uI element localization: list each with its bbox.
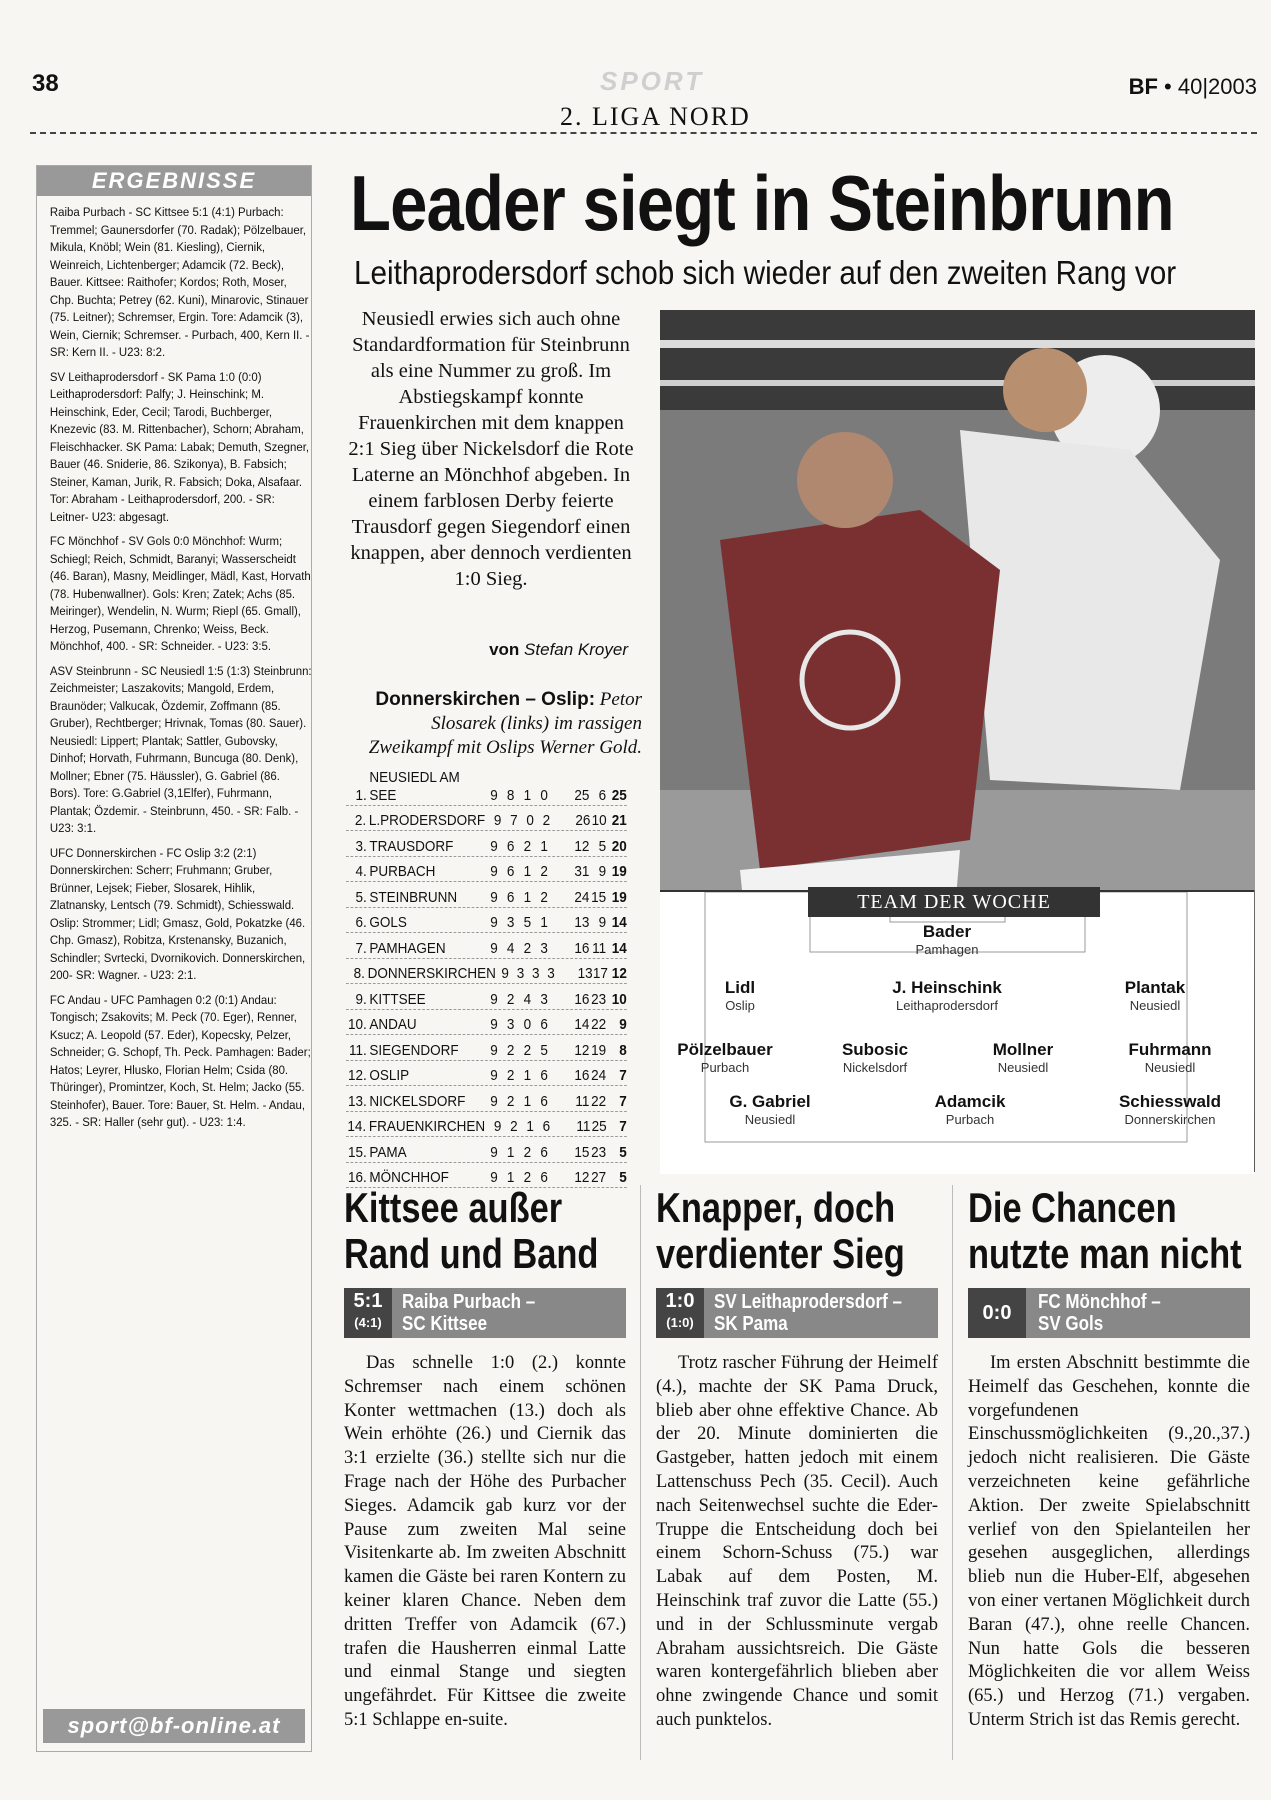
table-cell: 9 xyxy=(490,837,498,855)
table-cell: 14 xyxy=(574,1016,590,1033)
table-cell: 5 xyxy=(619,1169,627,1186)
table-cell: 8 xyxy=(506,786,515,804)
table-cell: 7 xyxy=(510,812,518,829)
table-cell: 1 xyxy=(540,837,548,855)
table-cell: 22 xyxy=(591,1092,607,1110)
table-cell: 12 xyxy=(574,1169,590,1186)
table-cell: 2 xyxy=(523,939,532,957)
table-cell: 25 xyxy=(574,786,590,804)
table-cell: 2 xyxy=(523,1169,532,1186)
table-cell: 17 xyxy=(592,965,608,982)
issue-info xyxy=(1129,74,1257,100)
table-team: PURBACH xyxy=(369,863,436,880)
table-team: OSLIP xyxy=(369,1067,410,1084)
caption-text: Petor Slosarek (links) im rassigen Zweikampf mit Oslips Werner Gold. xyxy=(368,689,642,758)
table-cell: 5 xyxy=(619,1143,627,1161)
table-cell: 1 xyxy=(540,914,548,931)
table-cell: 9 xyxy=(490,863,498,880)
table-cell: 9 xyxy=(490,1092,498,1110)
table-cell: 1 xyxy=(526,1118,534,1135)
player-card: Plantak Neusiedl xyxy=(1124,978,1186,1013)
score-box: 1:0 (1:0) xyxy=(656,1288,704,1338)
table-cell: 23 xyxy=(591,1143,607,1161)
table-cell: 7 xyxy=(619,1118,627,1135)
section-title: SPORT xyxy=(600,66,705,96)
table-cell: 6 xyxy=(506,888,515,906)
table-cell: 6 xyxy=(506,837,515,855)
article-headline: Die Chancen nutzte man nicht xyxy=(968,1184,1242,1277)
byline-prefix: von xyxy=(489,640,520,659)
table-cell: 13. xyxy=(347,1092,367,1110)
table-team: L.PRODERSDORF xyxy=(368,812,486,829)
table-cell: 9 xyxy=(490,939,498,957)
table-cell: 14. xyxy=(347,1118,367,1135)
results-list xyxy=(37,196,319,1132)
table-cell: 12. xyxy=(347,1067,367,1084)
article-headline: Kittsee außer Rand und Band xyxy=(344,1184,599,1277)
table-cell: 3 xyxy=(516,965,525,982)
table-cell: 20 xyxy=(611,837,627,855)
table-cell: 9 xyxy=(490,1169,498,1186)
table-cell: 9 xyxy=(493,812,502,829)
table-team: FRAUENKIRCHEN xyxy=(368,1118,486,1135)
table-cell: 6 xyxy=(598,786,607,804)
photo-caption xyxy=(346,688,642,760)
table-cell: 12 xyxy=(574,837,590,855)
table-team: NEUSIEDL AM SEE xyxy=(369,768,460,804)
table-row xyxy=(346,1010,627,1036)
table-cell: 16 xyxy=(574,939,590,957)
table-cell: 12 xyxy=(574,1041,590,1059)
table-cell: 5 xyxy=(523,914,532,931)
result-entry: UFC Donnerskirchen - FC Oslip 3:2 (2:1) Donnerskirchen: Scherr; Fruhmann; Gruber, Brünner, Lejsek; Fieber, Slosarek, Hihlik, Zlatnansky, Lentsch (79. Schmidt), Schiesswald. Oslip: Strommer; Lidl; Gmasz, Gold, Pokatzke (46. Chp. Gmasz), Robitza, Krstenansky, Buzanich, Schindler; Svrtecki, Dvornikovich. Donnerskirchen, 200- SR: Wagner. - U23: 2:1. xyxy=(49,845,306,982)
table-team: GOLS xyxy=(369,914,407,931)
results-box xyxy=(36,165,312,1752)
column-divider xyxy=(640,1185,641,1760)
table-cell: 6 xyxy=(542,1118,551,1135)
table-row xyxy=(346,857,627,883)
table-cell: 3 xyxy=(506,914,515,931)
table-cell: 13 xyxy=(577,965,593,982)
table-row xyxy=(346,984,627,1010)
table-cell: 3 xyxy=(531,965,540,982)
table-cell: 9 xyxy=(619,1016,627,1033)
table-cell: 0 xyxy=(526,812,534,829)
table-cell: 16. xyxy=(347,1169,367,1186)
table-cell: 1 xyxy=(523,863,532,880)
table-cell: 3 xyxy=(540,990,548,1008)
table-cell: 2 xyxy=(542,812,551,829)
player-card: Schiesswald Donnerskirchen xyxy=(1118,1092,1222,1127)
table-team: PAMHAGEN xyxy=(369,939,446,957)
league-table xyxy=(346,768,628,1188)
table-row xyxy=(346,1061,627,1087)
table-row xyxy=(346,933,627,959)
table-row xyxy=(346,768,627,806)
score-bar xyxy=(344,1288,626,1338)
score-box: 5:1 (4:1) xyxy=(344,1288,392,1338)
main-headline: Leader siegt in Steinbrunn xyxy=(350,159,1174,247)
table-row xyxy=(346,806,627,832)
table-team: DONNERSKIRCHEN xyxy=(367,965,496,982)
score-bar xyxy=(968,1288,1250,1338)
bullet: • xyxy=(1164,74,1172,99)
team-der-woche-box xyxy=(660,890,1254,1174)
table-cell: 24 xyxy=(591,1067,607,1084)
article-headline: Knapper, doch verdienter Sieg xyxy=(656,1184,905,1277)
table-cell: 21 xyxy=(611,812,627,829)
table-row xyxy=(346,1137,627,1163)
result-entry: SV Leithaprodersdorf - SK Pama 1:0 (0:0) Leithaprodersdorf: Palfy; J. Heinschink; M. Heinschink, Eder, Cecil; Tarodi, Buchberger, Knezevic (83. M. Rittenbacher), Schorn; Abraham, Fleischhacker. SK Pama: Labak; Demuth, Szegner, Bauer (46. Sniderie, 86. Szikonya), B. Fabsich; Steiner, Kaman, Jurik, R. Fabsich; Doka, Alsafaar. Tor: Abraham - Leithaprodersdorf, 200. - SR: Leitner- U23: abgesagt. xyxy=(49,369,310,524)
table-cell: 5. xyxy=(355,888,367,906)
table-cell: 25 xyxy=(611,786,627,804)
table-cell: 2 xyxy=(523,837,532,855)
table-cell: 16 xyxy=(574,1067,590,1084)
table-cell: 11 xyxy=(592,939,607,957)
table-cell: 15 xyxy=(591,888,607,906)
table-cell: 9 xyxy=(493,1118,502,1135)
table-cell: 2 xyxy=(506,1067,515,1084)
player-card: J. Heinschink Leithaprodersdorf xyxy=(892,978,1002,1013)
table-cell: 4 xyxy=(523,990,532,1008)
table-cell: 11 xyxy=(575,1092,590,1110)
table-team: TRAUSDORF xyxy=(369,837,454,855)
table-cell: 0 xyxy=(523,1016,532,1033)
table-cell: 1 xyxy=(523,1092,532,1110)
player-card: Subosic Nickelsdorf xyxy=(841,1040,909,1075)
table-team: NICKELSDORF xyxy=(369,1092,466,1110)
table-cell: 9 xyxy=(501,965,509,982)
table-cell: 22 xyxy=(591,1016,607,1033)
score-teams: FC Mönchhof – SV Gols xyxy=(1038,1291,1161,1335)
table-cell: 6. xyxy=(355,914,367,931)
table-cell: 11. xyxy=(348,1041,367,1059)
table-cell: 1 xyxy=(523,1067,532,1084)
table-cell: 2 xyxy=(506,1041,515,1059)
league-title: 2. LIGA NORD xyxy=(560,102,751,131)
table-cell: 6 xyxy=(540,1143,548,1161)
player-card: Mollner Neusiedl xyxy=(992,1040,1054,1075)
results-title: ERGEBNISSE xyxy=(37,166,311,196)
table-cell: 7 xyxy=(619,1092,627,1110)
table-cell: 19 xyxy=(611,863,627,880)
table-row xyxy=(346,1035,627,1061)
table-cell: 1 xyxy=(506,1169,515,1186)
score-teams: Raiba Purbach – SC Kittsee xyxy=(402,1291,536,1335)
table-cell: 5 xyxy=(540,1041,548,1059)
table-team: KITTSEE xyxy=(369,990,426,1008)
player-card: Bader Pamhagen xyxy=(915,922,979,957)
team-der-woche-title: TEAM DER WOCHE xyxy=(808,887,1100,917)
table-cell: 2 xyxy=(540,863,548,880)
player-card: Pölzelbauer Purbach xyxy=(677,1040,773,1075)
table-cell: 0 xyxy=(540,786,548,804)
table-cell: 27 xyxy=(591,1169,607,1186)
lead-paragraph: Neusiedl erwies sich auch ohne Standardformation für Steinbrunn als eine Nummer zu groß. Im Abstiegskampf konnte Frauenkirchen mit dem knappen 2:1 Sieg über Nickelsdorf die Rote Laterne an Mönchhof abgeben. In einem farblosen Derby feierte Trausdorf gegen Siegendorf einen knappen, aber dennoch verdienten 1:0 Sieg. xyxy=(348,308,634,590)
table-cell: 6 xyxy=(506,863,515,880)
table-team: STEINBRUNN xyxy=(369,888,458,906)
byline-author: Stefan Kroyer xyxy=(524,640,628,659)
table-cell: 6 xyxy=(540,1092,548,1110)
table-cell: 2 xyxy=(523,1143,532,1161)
sub-headline: Leithaprodersdorf schob sich wieder auf den zweiten Rang vor xyxy=(354,254,1177,291)
table-cell: 9 xyxy=(490,1143,498,1161)
table-cell: 9 xyxy=(490,786,498,804)
player-card: Lidl Oslip xyxy=(724,978,756,1013)
table-cell: 1 xyxy=(523,888,532,906)
table-cell: 14 xyxy=(611,939,627,957)
table-cell: 1 xyxy=(506,1143,515,1161)
table-cell: 6 xyxy=(540,1016,548,1033)
paper-name: BF xyxy=(1128,74,1158,99)
result-entry: ASV Steinbrunn - SC Neusiedl 1:5 (1:3) Steinbrunn: Zeichmeister; Laszakovits; Mangold, Erdem, Braunöder; Valkucak, Özdemir, Zoffmann (85. Gruber), Rechtberger; Hrivnak, Tomas (80. Sauer). Neusiedl: Lippert; Plantak; Sattler, Gubovsky, Dinhof; Horvath, Fuhrmann, Buncuga (80. Denk), Mollner; Ebner (75. Häussler), G. Gabriel (86. Bors). Tore: G.Gabriel (3,1Elfer), Fuhrmann, Plantak; Özdemir. - Steinbrunn, 450. - SR: Falb. - U23: 3:1. xyxy=(49,663,312,835)
table-cell: 3. xyxy=(355,837,367,855)
table-cell: 8. xyxy=(353,965,365,982)
table-cell: 3 xyxy=(506,1016,515,1033)
table-cell: 3 xyxy=(547,965,555,982)
result-entry: FC Mönchhof - SV Gols 0:0 Mönchhof: Wurm; Schiegl; Reich, Schmidt, Baranyi; Wasserscheidt (46. Baran), Masny, Meidlinger, Mädl, Kast, Horvath (78. Hubenwallner). Gols: Kren; Zatek; Achs (85. Meiringer), Wendelin, N. Wurm; Riepl (65. Gmall), Herzog, Pusemann, Chrenko; Weiss, Beck. Mönchhof, 400. - SR: Schneider. - U23: 3:5. xyxy=(49,534,311,653)
caption-bold: Donnerskirchen – Oslip: xyxy=(375,689,596,710)
table-cell: 9 xyxy=(490,1067,498,1084)
table-team: MÖNCHHOF xyxy=(369,1169,449,1186)
table-cell: 2. xyxy=(354,812,367,829)
table-row xyxy=(346,959,627,985)
table-cell: 1 xyxy=(523,786,532,804)
table-cell: 4. xyxy=(355,863,367,880)
email-link[interactable]: sport@bf-online.at xyxy=(43,1709,305,1743)
table-cell: 10 xyxy=(611,990,627,1008)
table-cell: 7 xyxy=(619,1067,627,1084)
table-cell: 9 xyxy=(490,888,498,906)
article-text: Im ersten Abschnitt bestimmte die Heimelf das Geschehen, konnte die vorgefundenen Einschussmöglichkeiten (9.,20.,37.) jedoch nicht realisieren. Die Gäste verzeichneten keine gefährliche Aktion. Der zweite Spielabschnitt verlief von den Spielanteilen her gesehen ausgeglichen, allerdings blieb nun die Huber-Elf, abgesehen von einer vertanen Möglichkeit durch Baran (47.), ohne reelle Chancen. Nun hatte Gols die besseren Möglichkeiten die vor allem Weiss (65.) und Herzog (71.) vergaben. Unterm Strich ist das Remis gerecht. xyxy=(968,1353,1250,1730)
player-card: Fuhrmann Neusiedl xyxy=(1128,1040,1212,1075)
table-cell: 12 xyxy=(611,965,627,982)
table-cell: 9 xyxy=(598,914,607,931)
table-cell: 9. xyxy=(355,990,367,1008)
table-cell: 15. xyxy=(347,1143,367,1161)
table-cell: 19 xyxy=(591,1041,607,1059)
table-team: SIEGENDORF xyxy=(369,1041,459,1059)
player-card: G. Gabriel Neusiedl xyxy=(729,1092,811,1127)
table-cell: 5 xyxy=(598,837,607,855)
table-cell: 24 xyxy=(574,888,590,906)
table-cell: 4 xyxy=(506,939,515,957)
table-cell: 9 xyxy=(490,914,498,931)
table-cell: 9 xyxy=(598,863,607,880)
article-text: Trotz rascher Führung der Heimelf (4.), machte der SK Pama Druck, blieb aber ohne effektive Chance. Ab der 20. Minute dominierten die Gastgeber, hatten jedoch mit einem Lattenschuss Pech (35. Cecil). Auch nach Seitenwechsel suchte die Eder-Truppe die Entscheidung doch bei einem Schorn-Schuss (75.) war Labak auf dem Posten, M. Heinschink traf zuvor die Latte (55.) und in der Schlussminute vergab Abraham aussichtsreich. Die Gäste waren kontergefährlich blieben aber ohne zwingende Chance und somit auch punktelos. xyxy=(656,1353,938,1730)
table-cell: 19 xyxy=(611,888,627,906)
table-cell: 15 xyxy=(574,1143,590,1161)
score-box: 0:0 xyxy=(968,1288,1026,1338)
table-cell: 2 xyxy=(506,990,515,1008)
result-entry: Raiba Purbach - SC Kittsee 5:1 (4:1) Purbach: Tremmel; Gaunersdorfer (70. Radak); Pölzelbauer, Mikula, Knöbl; Wein (81. Kiesling), Ciernik, Weinreich, Lichtenberger; Adamcik (72. Beck), Bauer. Kittsee: Raithofer; Kordos; Roth, Moser, Chp. Buchta; Petrey (62. Kuni), Minarovic, Stinauer (75. Leitner); Schremser, Ergin. Tore: Adamcik (3), Wein, Ciernik; Schremser. - Purbach, 400, Kern II. - SR: Kern II. - U23: 8:2. xyxy=(49,205,310,359)
table-cell: 14 xyxy=(611,914,627,931)
table-cell: 9 xyxy=(490,1041,498,1059)
table-cell: 10 xyxy=(591,812,607,829)
page-number: 38 xyxy=(32,70,59,97)
table-cell: 16 xyxy=(574,990,590,1008)
table-team: ANDAU xyxy=(369,1016,417,1033)
header-divider xyxy=(30,132,1257,134)
table-row xyxy=(346,831,627,857)
table-row xyxy=(346,1086,627,1112)
column-divider xyxy=(952,1185,953,1760)
byline xyxy=(346,640,636,660)
table-cell: 1. xyxy=(355,786,367,804)
table-cell: 2 xyxy=(523,1041,532,1059)
table-cell: 25 xyxy=(591,1118,607,1135)
table-cell: 7. xyxy=(355,939,367,957)
score-bar xyxy=(656,1288,938,1338)
table-row xyxy=(346,908,627,934)
table-row xyxy=(346,1112,627,1138)
article-text: Das schnelle 1:0 (2.) konnte Schremser nach einem schönen Konter wettmachen (13.) doch als Wein erhöhte (26.) und Ciernik das 3:1 erzielte (36.) stellte sich nur die Frage nach der Höhe des Purbacher Sieges. Adamcik gab kurz vor der Pause zum zweiten Mal seine Visitenkarte ab. Im zweiten Abschnitt kamen die Gäste bei raren Kontern zu keiner klaren Chance. Neben dem dritten Treffer von Adamcik (67.) trafen die Hausherren einmal Latte und einmal Stange und siegten ungefährdet. Für Kittsee die zweite 5:1 Schlappe en-suite. xyxy=(344,1353,626,1730)
table-row xyxy=(346,882,627,908)
issue-number: 40|2003 xyxy=(1177,74,1257,99)
table-cell: 13 xyxy=(574,914,590,931)
score-teams: SV Leithaprodersdorf – SK Pama xyxy=(714,1291,902,1335)
table-cell: 23 xyxy=(591,990,607,1008)
player-card: Adamcik Purbach xyxy=(934,1092,1006,1127)
table-cell: 6 xyxy=(540,1067,548,1084)
table-cell: 31 xyxy=(574,863,590,880)
table-cell: 3 xyxy=(540,939,548,957)
table-cell: 9 xyxy=(490,1016,498,1033)
table-cell: 26 xyxy=(575,812,591,829)
table-cell: 9 xyxy=(490,990,498,1008)
table-cell: 8 xyxy=(619,1041,627,1059)
table-cell: 2 xyxy=(540,888,548,906)
table-cell: 11 xyxy=(576,1118,591,1135)
table-team: PAMA xyxy=(369,1143,407,1161)
result-entry: FC Andau - UFC Pamhagen 0:2 (0:1) Andau: Tongisch; Zsakovits; M. Peck (70. Eger), Renner, Ksucz; A. Leopold (57. Eder), Kopecsky, Pelzer, Schneider; G. Schopf, Th. Peck. Pamhagen: Bader; Hatos; Leyrer, Hlusko, Florian Helm; Csida (80. Thüringer), Promintzer, Koch, St. Helm; Jacko (55. Steinhofer), Bauer. Tore: Bauer, St. Helm. - Andau, 325. - SR: Haller (sehr gut). - U23: 1:4. xyxy=(49,992,311,1129)
table-cell: 2 xyxy=(510,1118,518,1135)
table-cell: 10. xyxy=(347,1016,367,1033)
table-cell: 6 xyxy=(540,1169,548,1186)
table-cell: 2 xyxy=(506,1092,515,1110)
